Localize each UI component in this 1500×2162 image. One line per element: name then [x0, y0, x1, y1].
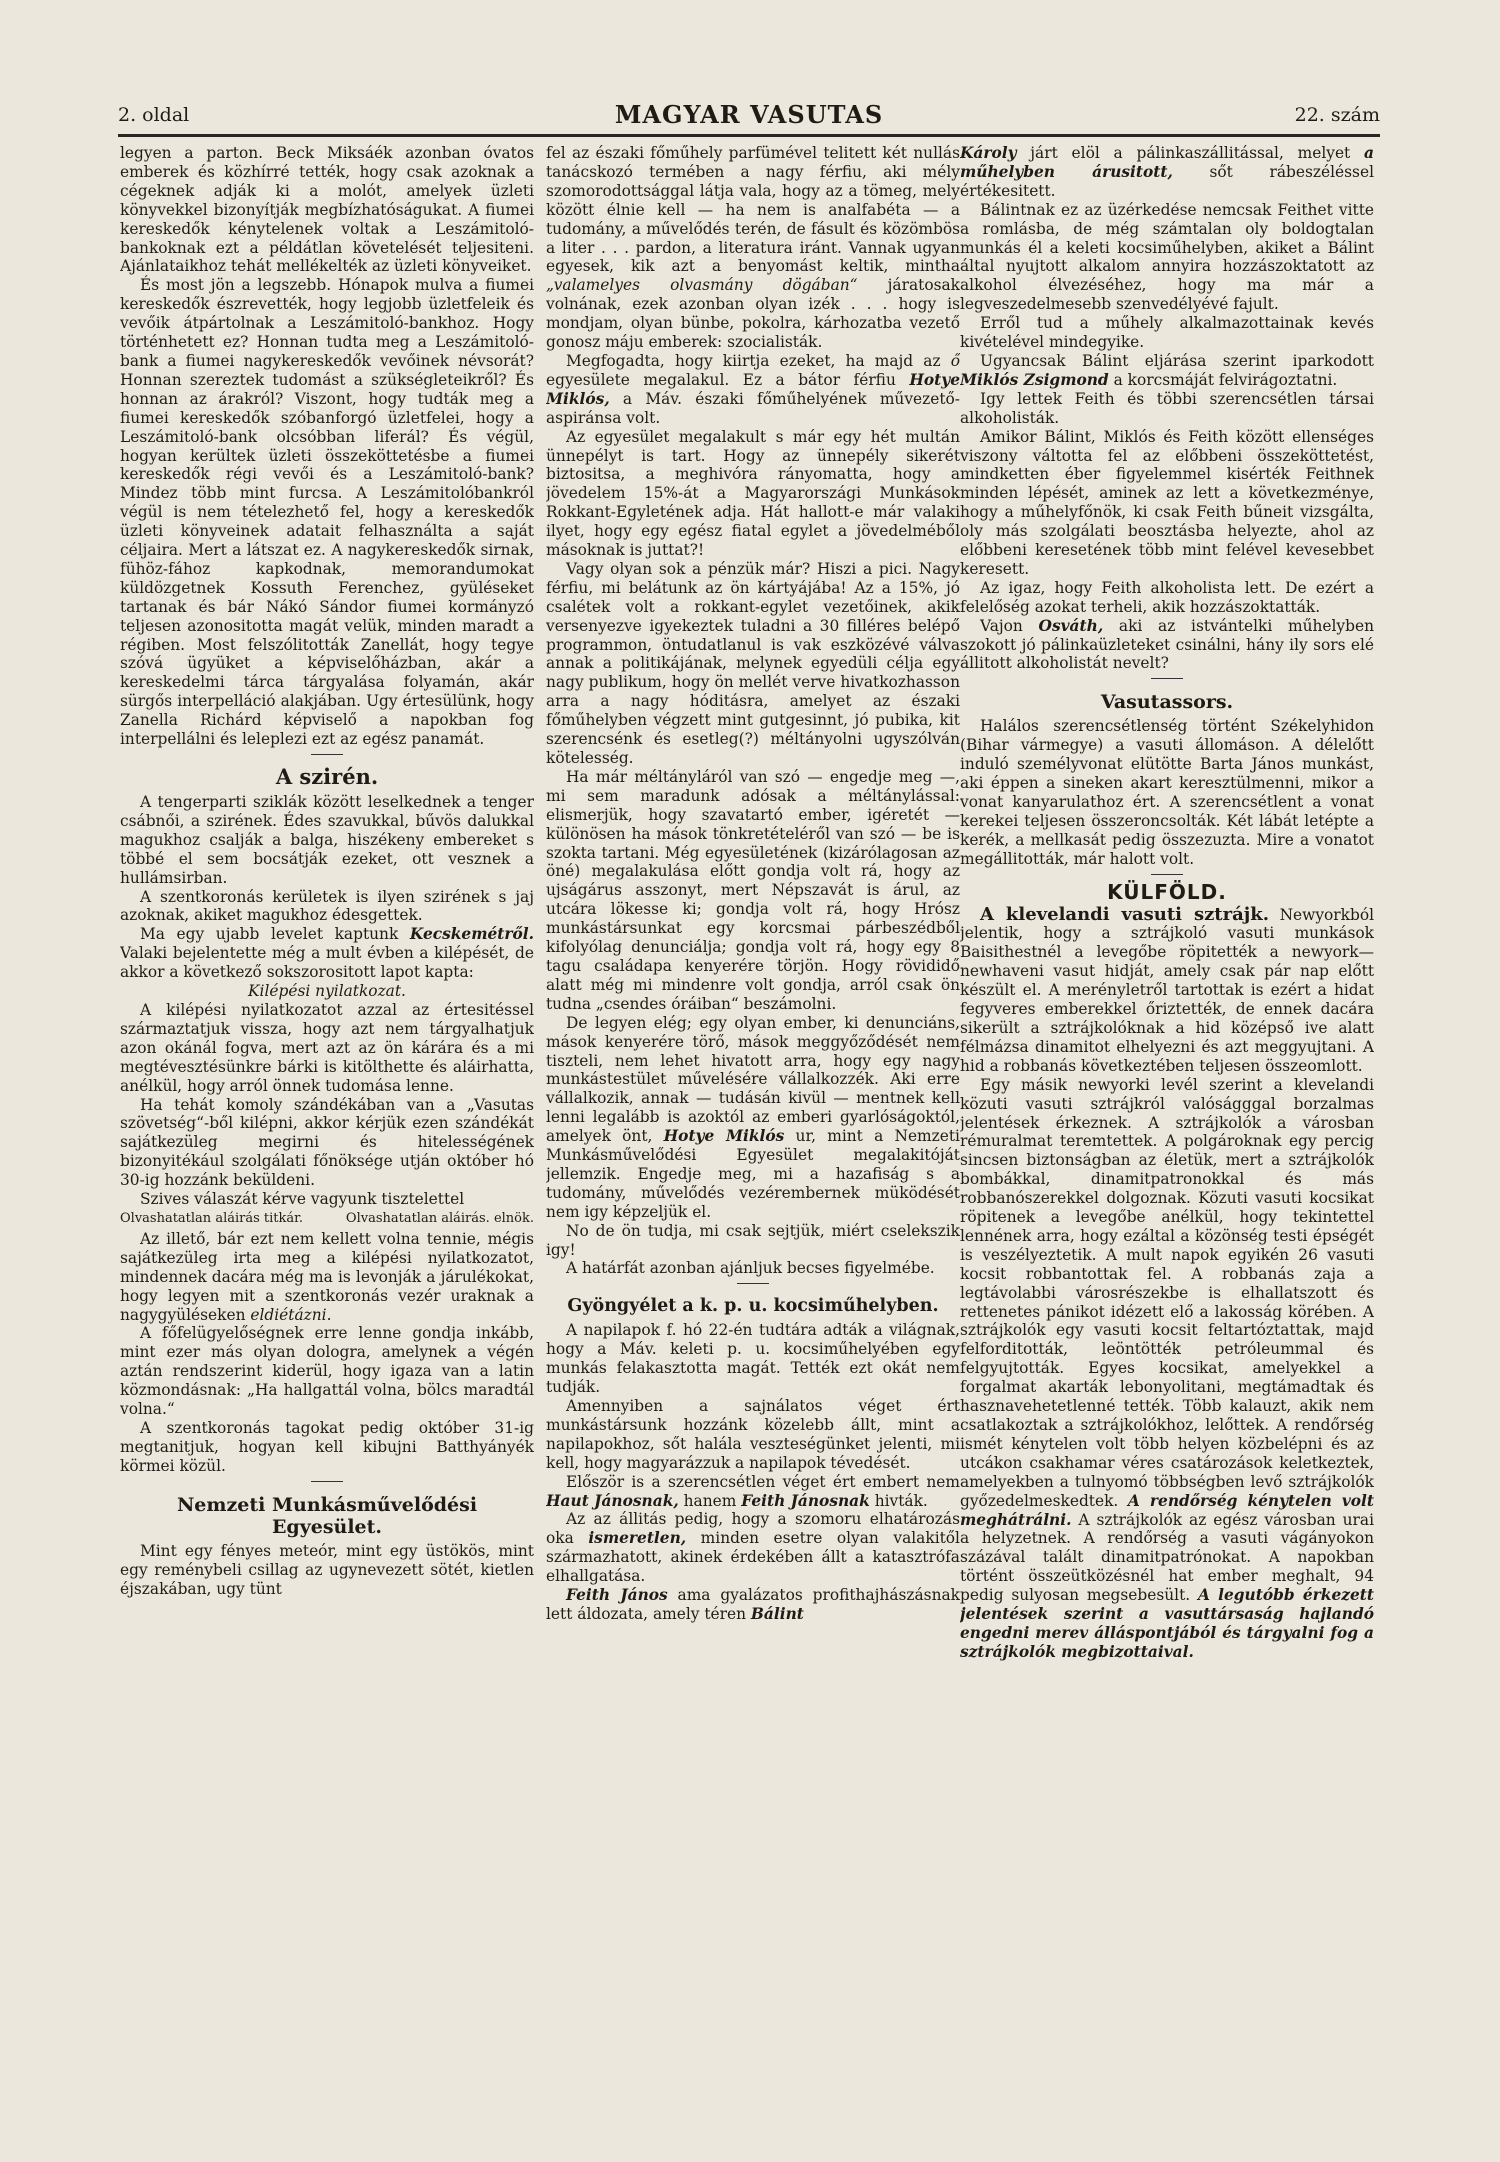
article-paragraph: legyen a parton. Beck Miksáék azonban óvatos emberek és közhírré tették, hogy csak azoknak a cégeknek adják ki a molót, amelyek üzleti könyvekkel bizonyítják megbízhatóságukat. A fiumei kereskedők kénytelenek voltak a Leszámitoló-bankoknak ezt a példátlan követelését teljesiteni. Ajánlataikhoz tehát mellékelték az üzleti könyveiket. [120, 144, 534, 276]
article-paragraph: Mint egy fényes meteór, mint egy üstökös, mint egy reménybeli csillag az ugynevezett sötét, kietlen éjszakában, ugy tünt [120, 1541, 534, 1598]
article-paragraph: Ha már méltányláról van szó — engedje meg —, mi sem maradunk adósak a méltánylással: elismerjük, hogy szavatartó ember, igéretét — különösen ha mások tönkretételéről van szó — be is szokta tartani. Még egyesületének (kizárólagosan az öné) megalakulása előtt gondja volt rá, hogy az ujságárus asszonyt, mert Népszavát is árul, az utcára lökesse ki; gondja volt rá, hogy Hrósz munkástársunkat egy korcsmai párbeszédből kifolyólag denunciálja; gondja volt rá, hogy egy 8 tagu családapa kenyerére törjön. Hogy rövididő alatt még mi mindenre volt gondja, arról csak ön tudna „csendes óráiban“ beszámolni. [546, 767, 960, 1013]
article-paragraph: A határfát azonban ajánljuk becses figyelmébe. [566, 1259, 935, 1278]
signature-right: Olvashatatlan aláirás. elnök. [345, 1210, 534, 1226]
article-paragraph: És most jön a legszebb. Hónapok mulva a fiumei kereskedők észrevették, hogy legjobb üzletfeleik és vevőik átpártolnak a Leszámitoló-bankhoz. Hogy történhetett ez? Honnan tudta meg a Leszámitoló-bank a fiumei nagykereskedők vevőinek névsorát? Honnan szereztek tudomást a szükségleteikről? És honnan az árakról? Viszont, hogy tudták meg a fiumei kereskedők szóbanforgó üzletfelei, hogy a Leszámitoló-bank olcsóbban liferál? És végül, hogyan kerültek üzleti összeköttetésbe a fiumei kereskedők régi vevői és a Leszámitoló-bank? Mindez több mint furcsa. A Leszámitolóbankról végül is nem tételezhető fel, hogy a kereskedők üzleti könyveinek adatait felhasználta a saját céljaira. Mert a látszat ez. A nagykereskedők sirnak, fühöz-fához kapkodnak, memorandumokat küldözgetnek Kossuth Ferenchez, gyüléseket tartanak és bár Nákó Sándor fiumei kormányzó teljesen azonositotta magát velük, minden maradt a régiben. Most felszólitották Zanellát, hogy tegye szóvá ügyüket a képviselőházban, akár a kereskedelmi tárca tárgyalása folyamán, akár sürgős interpelláció alakjában. Ugy értesülünk, hogy Zanella Richárd képviselő a napokban fog interpellálni és leleplezi ezt az egész panamát. [120, 276, 534, 749]
heading-vasutassors: Vasutassors. [1100, 691, 1234, 714]
divider [1151, 678, 1183, 679]
article-paragraph: A főfelügyelőségnek erre lenne gondja inkább, mint ezer más olyan dologra, amelynek a végén aztán rendszerint kiderül, hogy igaza van a latin közmondásnak: „Ha hallgattál volna, bölcs maradtál volna.“ [120, 1324, 534, 1419]
article-paragraph: Az egyesület megalakult s már egy hét multán ünnepélyt is tart. Hogy az ünnepély sikerét biztositsa, a meghivóra rányomatta, hogy a jövedelem 15%-át a Magyarországi Munkások Rokkant-Egyletének adja. Hát hallott-e már valaki ilyet, hogy egy egész fiatal egylet a jövedelméből másoknak is juttat?! [546, 427, 960, 560]
divider [311, 754, 343, 755]
article-paragraph: Bálintnak ez az üzérkedése nemcsak Feithet vitte a romlásba, de még számtalan oly boldogtalan munkás él a keleti kocsiműhelyben, akiket a Bálint által nyujtott alkalom annyira hozzászoktatott az alkohol élvezéséhez, hogy ma már a legveszedelmesebb szenvedélyévé fajult. [960, 200, 1374, 314]
column-1 [120, 144, 534, 2142]
newspaper-title: MAGYAR VASUTAS [614, 100, 884, 129]
article-paragraph: Az az állitás pedig, hogy a szomoru elhatározás oka ismeretlen, minden esetre olyan valakitől származhatott, akinek érdekében állt a katasztrófa elhallgatása. [546, 1510, 960, 1586]
article-paragraph: Vajon Osváth, aki az istvántelki műhelyben szokott jó pálinkaüzleteket csinálni, hány ily sors elé állitott alkoholistát nevelt? [960, 616, 1374, 673]
article-paragraph: Károly járt elöl a pálinkaszállitással, melyet a műhelyben árusitott, sőt rábeszéléssel értékesitett. [960, 144, 1374, 200]
article-paragraph: A tengerparti sziklák között leselkednek a tenger csábnői, a szirének. Édes szavukkal, bűvös dalukkal magukhoz csalják a balga, hiszékeny embereket s többé el sem bocsátják ezeket, ott vesznek a hullámsirban. [120, 793, 534, 887]
masthead [118, 100, 1380, 137]
article-paragraph: A szentkoronás tagokat pedig október 31-ig megtanitjuk, hogyan kell kibujni Batthyányék körmei közül. [120, 1419, 534, 1475]
article-paragraph: Amikor Bálint, Miklós és Feith között ellenséges viszony váltotta fel az előbbeni összeköttetést, mindketten éber figyelemmel kisérték Feithnek minden lépését, aminek az lett a következménye, hogy a műhelyfőnök, ki csak Feith bűneit vizsgálta, oly más szolgálati beosztásba helyezte, ahol az előbbeni keresetének több mint felével kevesebbet keresett. [960, 427, 1374, 578]
article-paragraph: Halálos szerencsétlenség történt Székelyhidon (Bihar vármegye) a vasuti állomáson. A délelőtt induló személyvonat elütötte Barta János munkást, aki éppen a sineken akart keresztülmenni, mikor a vonat kanyarulathoz ért. A szerencsétlent a vonat kerekei teljesen összeroncsolták. Két lábát letépte a kerék, a mellkasát pedig összezuzta. Mire a vonatot megállitották, már halott volt. [960, 717, 1374, 868]
article-paragraph: Ugyancsak Bálint eljárása szerint iparkodott Miklós Zsigmond a korcsmáját felvirágoztatni. [960, 351, 1374, 389]
heading-sziren: A szirén. [275, 764, 379, 789]
article-paragraph: A klevelandi vasuti sztrájk. Newyorkból jelentik, hogy a sztrájkoló vasuti munkások Baisithestnél a levegőbe röpitették a newyork—newhaveni vasut hidját, amely csak pár nap előtt készült el. A merényletről tartottak is ezért a hidat fegyveres emberekkel őriztették, de ennek dacára sikerült a sztrájkolóknak a hid középső ive alatt félmázsa dinamitot elhelyezni és azt meggyujtani. A hid a robbanás következtében teljesen összeomlott. [960, 903, 1374, 1075]
heading-gyongyelet: Gyöngyélet a k. p. u. kocsiműhelyben. [567, 1296, 939, 1317]
article-paragraph: Feith János ama gyalázatos profithajhászásnak lett áldozata, amely téren Bálint [546, 1586, 960, 1623]
article-paragraph: Az illető, bár ezt nem kellett volna tennie, mégis sajátkezüleg irta meg a kilépési nyilatkozatot, mindennek dacára még ma is levonják a járulékokat, hogy legyen mit a szentkoronás vezér uraknak a nagygyüléseken eldiétázni. [120, 1229, 534, 1324]
article-paragraph: No de ön tudja, mi csak sejtjük, miért cselekszik igy! [546, 1221, 960, 1259]
article-paragraph: A kilépési nyilatkozatot azzal az értesitéssel származtatjuk vissza, hogy azt nem tárgyalhatjuk azon okánál fogva, mert azt az ön kárára és a mi megtévesztésünkre bárki is kitölthette és aláirhatta, anélkül, hogy arról önnek tudomása lenne. [120, 1000, 534, 1095]
article-paragraph: Ma egy ujabb levelet kaptunk Kecskemétről. Valaki bejelentette még a mult évben a kilépését, de akkor a következő sokszorositott lapot kapta: [120, 925, 534, 982]
column-2 [546, 144, 960, 2142]
article-paragraph: A szentkoronás kerületek is ilyen szirének s jaj azoknak, akiket magukhoz édesgettek. [120, 887, 534, 925]
page-number: 2. oldal [118, 104, 190, 126]
document-title: Kilépési nyilatkozat. [248, 982, 406, 1001]
article-paragraph: Megfogadta, hogy kiirtja ezeket, ha majd az ő egyesülete megalakul. Ez a bátor férfiu Hotye Miklós, a Máv. északi főműhelyének művezető-aspiránsa volt. [546, 351, 960, 427]
issue-number: 22. szám [1294, 104, 1380, 126]
heading-nemzeti: Nemzeti Munkásművelődési Egyesület. [176, 1493, 478, 1538]
signature-left: Olvashatatlan aláirás titkár. [120, 1210, 304, 1226]
article-paragraph: fel az északi főműhely parfümével telitett két nullás tanácskozó termében a nagy férfiu, aki mély szomorodottsággal látja vala, hogy az a tömeg, mely között élnie kell — ha nem is analfabéta — a tudomány, a művelődés terén, de fásult és közömbös a liter . . . pardon, a literatura iránt. Vannak ugyan egyesek, kik azt a benyomást keltik, mintha „valamelyes olvasmány dögában“ járatosak volnának, ezek azonban olyan izék . . . hogy is mondjam, olyan bünbe, pokolra, kárhozatba vezető gonosz máju emberek: szocialisták. [546, 144, 960, 352]
heading-kulfold: KÜLFÖLD. [1107, 879, 1227, 904]
article-paragraph: De legyen elég; egy olyan ember, ki denunciáns, mások kenyerére törő, mások meggyőződését nem tiszteli, nem lehet hivatott arra, hogy egy nagy munkástestület művelésére vállalkozzék. Aki erre vállalkozik, annak — tudásán kivül — mentnek kell lenni legalább is azoktól az emberi gyarlóságoktól, amelyek önt, Hotye Miklós ur, mint a Nemzeti Munkásművelődési Egyesület megalakitóját jellemzik. Engedje meg, mi a hazafiság s a tudomány, művelődés vezérembernek müködését nem igy képzeljük el. [546, 1013, 960, 1221]
article-paragraph: A napilapok f. hó 22-én tudtára adták a világnak, hogy a Máv. keleti p. u. kocsiműhelyében egy munkás felakasztotta magát. Tették ezt okát nem tudják. [546, 1321, 960, 1397]
article-paragraph: Egy másik newyorki levél szerint a klevelandi közuti vasuti sztrájkról valóságggal borzalmas jelentések érkeznek. A sztrájkolók a városban rémuralmat teremtettek. A polgároknak egy percig sincsen biztonságban az életük, mert a sztrájkolók bombákkal, dinamitpatronokkal és más robbanószerekkel dolgoznak. Közuti vasuti kocsikat röpitenek a levegőbe anélkül, hogy tekintettel lennének arra, hogy ezáltal a közönség testi épségét is veszélyeztetik. A mult napok egyikén 26 vasuti kocsit robbantottak fel. A robbanás zaja a legtávolabbi városrészekbe is elhallatszott és rettenetes pánikot idézett elő a lakosság körében. A sztrájkolók egy vasuti kocsit feltartóztattak, majd felforditották, leöntötték petróleummal és felgyujtották. Egyes kocsikat, amelyekkel a forgalmat akarták lebonyolitani, megtámadtak és hasznavehetetlenné tették. Több kalauzt, akik nem csatlakoztak a sztrájkolókhoz, lelőttek. A rendőrség ismét kénytelen volt több helyen közbelépni és az utcákon csakhamar véres csatározások keletkeztek, amelyekben a tulnyomó többségben levő sztrájkolók győzedelmeskedtek. A rendőrség kénytelen volt meghátrálni. A sztrájkolók az egész városban urai a helyzetnek. A rendőrség a vasuti vágányokon százával talált dinamitpatrónokat. A napokban történt összeütközésnél hat ember meghalt, 94 pedig sulyosan megsebesült. A legutóbb érkezett jelentések szerint a vasuttársaság hajlandó engedni merev álláspontjából és tárgyalni fog a sztrájkolók megbizottaival. [960, 1075, 1374, 1661]
divider [1151, 874, 1183, 875]
place-name: Kecskemétről. [409, 925, 534, 944]
article-paragraph: Szives válaszát kérve vagyunk tisztelettel [140, 1190, 465, 1209]
signatures [120, 1211, 534, 1226]
article-paragraph: Igy lettek Feith és többi szerencsétlen társai alkoholisták. [960, 389, 1374, 427]
divider [737, 1283, 769, 1284]
article-paragraph: Amennyiben a sajnálatos véget ért munkástársunk hozzánk közelebb állt, mint a napilapokhoz, sőt halála veszteségünket jelenti, mi kell, hogy magyarázzuk a napilapok tévedését. [546, 1397, 960, 1472]
column-3 [960, 144, 1374, 2142]
divider [311, 1481, 343, 1482]
article-paragraph: Vagy olyan sok a pénzük már? Hiszi a pici. Nagy férfiu, mi belátunk az ön kártyájába! Az a 15%, jó csalétek volt a rokkant-egylet vezetőinek, akik versenyezve igyekeztek tuladni a 30 filléres belépő programmon, öntudatlanul is vak eszközévé válva annak a politikájának, melynek egyedüli célja egy nagy publikum, hogy ön mellét verve hivatkozhasson arra a nagy hóditásra, amelyet az északi főműhelyben végzett mint gutgesinnt, jó pubika, kit szerencsénk és esetleg(?) méltányolni ugyszólván kötelesség. [546, 559, 960, 767]
article-paragraph: Az igaz, hogy Feith alkoholista lett. De ezért a felelőség azokat terheli, akik hozzászoktatták. [960, 578, 1374, 616]
article-paragraph: Először is a szerencsétlen véget ért embert nem Haut Jánosnak, hanem Feith Jánosnak hivták. [546, 1472, 960, 1510]
runin-heading: A klevelandi vasuti sztrájk. [980, 903, 1270, 925]
article-paragraph: Ha tehát komoly szándékában van a „Vasutas szövetség“-ből kilépni, akkor kérjük ezen szándékát sajátkezüleg megirni és hitelességének bizonyitékául szolgálati főnöksége utján október hó 30-ig hozzánk beküldeni. [120, 1095, 534, 1190]
article-paragraph: Erről tud a műhely alkalmazottainak kevés kivételével mindegyike. [960, 314, 1374, 352]
